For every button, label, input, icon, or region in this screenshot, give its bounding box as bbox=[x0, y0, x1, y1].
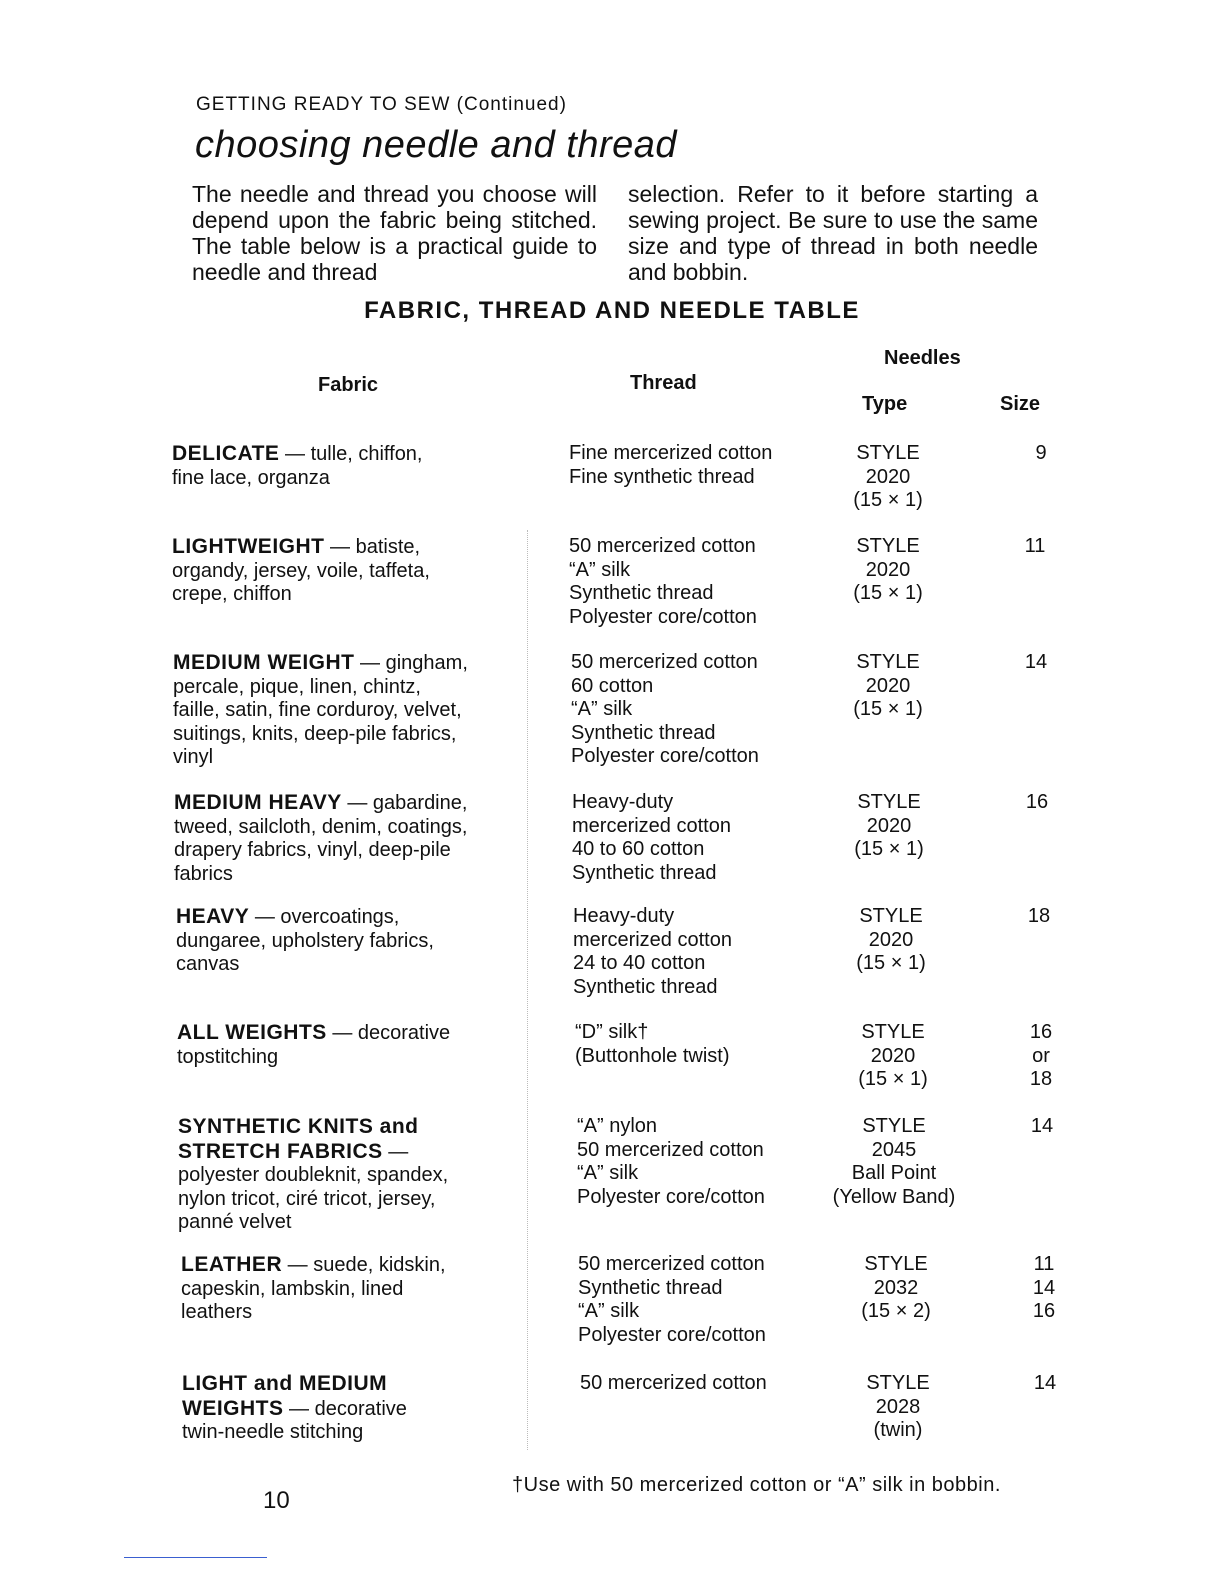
fabric-cell bbox=[172, 535, 517, 607]
fabric-description: — batiste, bbox=[324, 536, 421, 558]
needle-type-line: STYLE bbox=[861, 1021, 925, 1043]
thread-line: Polyester core/cotton bbox=[577, 1185, 765, 1208]
fabric-description: — gabardine, bbox=[341, 792, 468, 814]
thread-line: Synthetic thread bbox=[569, 582, 714, 604]
fabric-line bbox=[181, 1301, 526, 1325]
needle-type-line: (15 × 2) bbox=[861, 1300, 931, 1322]
needle-type-line: 2020 bbox=[868, 928, 914, 951]
fabric-description: — decorative bbox=[283, 1397, 407, 1420]
needle-type-line: (Yellow Band) bbox=[832, 1185, 956, 1208]
fabric-cell bbox=[182, 1372, 527, 1445]
thread-line: (Buttonhole twist) bbox=[575, 1044, 730, 1067]
needle-size-cell bbox=[1016, 651, 1056, 675]
needle-size-cell bbox=[1025, 1372, 1065, 1396]
thread-cell bbox=[580, 1372, 830, 1396]
page-title: choosing needle and thread bbox=[195, 124, 678, 166]
needle-type-line: STYLE bbox=[862, 1115, 926, 1137]
fabric-description: tweed, sailcloth, denim, coatings, bbox=[174, 815, 468, 838]
thread-line: “D” silk† bbox=[575, 1021, 649, 1043]
fabric-cell bbox=[176, 905, 521, 977]
thread-cell bbox=[573, 905, 823, 999]
fabric-description: fabrics bbox=[174, 862, 233, 885]
needle-type-cell bbox=[808, 535, 968, 606]
thread-line: 50 mercerized cotton bbox=[580, 1372, 767, 1394]
fabric-description: panné velvet bbox=[178, 1211, 292, 1233]
fabric-line bbox=[173, 746, 518, 770]
needle-type-cell bbox=[808, 442, 968, 513]
fabric-line bbox=[178, 1211, 523, 1235]
footnote: †Use with 50 mercerized cotton or “A” silk in bobbin. bbox=[512, 1474, 1001, 1496]
running-head: GETTING READY TO SEW (Continued) bbox=[196, 94, 567, 115]
needle-size-cell bbox=[1021, 1021, 1061, 1092]
thread-cell bbox=[572, 791, 822, 885]
needle-size-cell bbox=[1021, 442, 1061, 466]
fabric-line bbox=[174, 816, 519, 840]
thread-line: 50 mercerized cotton bbox=[577, 1138, 764, 1161]
fabric-description: leathers bbox=[181, 1301, 253, 1323]
fabric-line bbox=[172, 583, 517, 607]
header-needles: Needles bbox=[884, 347, 961, 369]
thread-cell bbox=[577, 1115, 827, 1209]
thread-cell bbox=[575, 1021, 825, 1068]
fabric-line bbox=[177, 1021, 522, 1046]
fabric-cell bbox=[173, 651, 518, 770]
needle-size-line: 9 bbox=[1035, 442, 1047, 464]
fabric-line bbox=[182, 1397, 527, 1422]
fabric-description: capeskin, lambskin, lined bbox=[181, 1277, 404, 1300]
fabric-category: WEIGHTS bbox=[182, 1396, 284, 1420]
needle-type-line: 2020 bbox=[865, 674, 911, 697]
thread-cell bbox=[569, 535, 819, 629]
header-thread: Thread bbox=[630, 372, 697, 394]
fabric-line bbox=[173, 676, 518, 700]
needle-type-line: STYLE bbox=[866, 1372, 930, 1394]
thread-line: Heavy-duty bbox=[572, 791, 674, 813]
needle-type-line: STYLE bbox=[864, 1253, 928, 1275]
fabric-line bbox=[177, 1046, 522, 1070]
thread-line: Synthetic thread bbox=[573, 975, 718, 998]
fabric-line bbox=[173, 651, 518, 676]
needle-type-cell bbox=[808, 651, 968, 722]
fabric-description: — gingham, bbox=[354, 652, 468, 674]
fabric-line bbox=[182, 1421, 527, 1445]
needle-type-line: (15 × 1) bbox=[853, 489, 923, 511]
fabric-description: — bbox=[382, 1140, 409, 1163]
needle-type-line: STYLE bbox=[857, 791, 921, 813]
fabric-line bbox=[172, 467, 517, 491]
thread-line: “A” silk bbox=[578, 1300, 640, 1322]
fabric-line bbox=[178, 1115, 523, 1140]
needle-size-cell bbox=[1019, 905, 1059, 929]
fabric-description: percale, pique, linen, chintz, bbox=[173, 675, 421, 698]
needle-type-cell bbox=[811, 905, 971, 976]
fabric-line bbox=[174, 791, 519, 816]
fabric-description: — tulle, chiffon, bbox=[279, 443, 423, 465]
needle-size-line: 11 bbox=[1033, 1253, 1055, 1275]
needle-type-line: STYLE bbox=[859, 905, 923, 927]
fabric-description: dungaree, upholstery fabrics, bbox=[176, 929, 434, 952]
needle-size-cell bbox=[1024, 1253, 1064, 1324]
thread-line: Polyester core/cotton bbox=[571, 745, 759, 767]
needle-type-line: STYLE bbox=[856, 535, 920, 557]
needle-type-line: 2020 bbox=[865, 465, 911, 488]
fabric-description: — overcoatings, bbox=[249, 906, 400, 928]
header-needle-size: Size bbox=[1000, 393, 1041, 415]
thread-line: Polyester core/cotton bbox=[569, 605, 757, 628]
fabric-line bbox=[176, 930, 521, 954]
thread-cell bbox=[571, 651, 821, 769]
needle-type-cell bbox=[816, 1253, 976, 1324]
needle-size-line: or bbox=[1032, 1044, 1050, 1067]
needle-type-line: 2020 bbox=[865, 558, 911, 581]
needle-type-line: (twin) bbox=[873, 1419, 923, 1441]
fabric-description: polyester doubleknit, spandex, bbox=[178, 1164, 449, 1186]
fabric-description: faille, satin, fine corduroy, velvet, bbox=[173, 699, 462, 721]
fabric-line bbox=[178, 1188, 523, 1212]
needle-type-cell bbox=[813, 1021, 973, 1092]
needle-size-line: 18 bbox=[1027, 905, 1051, 927]
header-needle-type: Type bbox=[862, 393, 908, 415]
fabric-line bbox=[181, 1278, 526, 1302]
fabric-cell bbox=[181, 1253, 526, 1325]
intro-left-column: The needle and thread you choose will depend upon the fabric being stitched. The table below is a practical guide to needle and thread bbox=[192, 181, 597, 285]
needle-type-line: (15 × 1) bbox=[853, 582, 923, 604]
thread-line: “A” silk bbox=[571, 698, 633, 720]
needle-type-cell bbox=[814, 1115, 974, 1209]
needle-size-line: 16 bbox=[1025, 791, 1049, 813]
fabric-category: DELICATE bbox=[172, 442, 280, 465]
needle-type-line: (15 × 1) bbox=[858, 1068, 928, 1090]
needle-size-line: 14 bbox=[1033, 1372, 1057, 1394]
fabric-description: suitings, knits, deep-pile fabrics, bbox=[173, 722, 457, 745]
fabric-description: organdy, jersey, voile, taffeta, bbox=[172, 559, 430, 582]
needle-type-line: Ball Point bbox=[851, 1162, 937, 1184]
needle-size-line: 14 bbox=[1024, 651, 1048, 673]
fabric-category: SYNTHETIC KNITS and bbox=[178, 1115, 419, 1138]
thread-cell bbox=[578, 1253, 828, 1347]
thread-line: mercerized cotton bbox=[572, 814, 731, 837]
fabric-category: ALL WEIGHTS bbox=[177, 1021, 327, 1044]
needle-type-line: STYLE bbox=[856, 651, 920, 673]
fabric-line bbox=[178, 1164, 523, 1188]
thread-cell bbox=[569, 442, 819, 489]
thread-line: 50 mercerized cotton bbox=[569, 535, 756, 557]
needle-size-line: 14 bbox=[1032, 1276, 1056, 1299]
thread-line: mercerized cotton bbox=[573, 928, 732, 951]
thread-line: “A” silk bbox=[569, 558, 631, 581]
fabric-category: LIGHT and MEDIUM bbox=[182, 1372, 388, 1395]
fabric-line bbox=[172, 560, 517, 584]
fabric-description: canvas bbox=[176, 953, 240, 975]
table-title: FABRIC, THREAD AND NEEDLE TABLE bbox=[364, 297, 860, 324]
fabric-description: topstitching bbox=[177, 1045, 279, 1068]
thread-line: 50 mercerized cotton bbox=[578, 1253, 765, 1275]
thread-line: Synthetic thread bbox=[572, 861, 717, 884]
fabric-cell bbox=[178, 1115, 523, 1235]
fabric-line bbox=[173, 723, 518, 747]
fabric-description: crepe, chiffon bbox=[172, 583, 292, 605]
fabric-description: drapery fabrics, vinyl, deep-pile bbox=[174, 839, 451, 861]
needle-type-line: 2045 bbox=[871, 1138, 917, 1161]
needle-size-cell bbox=[1017, 791, 1057, 815]
page-number: 10 bbox=[263, 1487, 290, 1514]
thread-line: Heavy-duty bbox=[573, 905, 675, 927]
needle-type-line: 2032 bbox=[873, 1276, 919, 1299]
thread-line: 50 mercerized cotton bbox=[571, 651, 758, 673]
fabric-category: HEAVY bbox=[176, 905, 250, 928]
needle-size-line: 16 bbox=[1032, 1300, 1056, 1322]
fabric-cell bbox=[172, 442, 517, 490]
thread-line: Polyester core/cotton bbox=[578, 1323, 766, 1346]
needle-type-line: 2020 bbox=[870, 1044, 916, 1067]
fabric-description: — suede, kidskin, bbox=[282, 1254, 446, 1276]
fabric-line bbox=[176, 905, 521, 930]
thread-line: Synthetic thread bbox=[578, 1276, 723, 1299]
needle-type-cell bbox=[809, 791, 969, 862]
needle-size-line: 14 bbox=[1030, 1115, 1054, 1137]
needle-type-line: (15 × 1) bbox=[856, 952, 926, 974]
header-fabric: Fabric bbox=[318, 374, 379, 396]
thread-line: Fine synthetic thread bbox=[569, 465, 755, 488]
fabric-line bbox=[181, 1253, 526, 1278]
fabric-line bbox=[174, 839, 519, 863]
needle-type-line: (15 × 1) bbox=[854, 838, 924, 860]
fabric-description: vinyl bbox=[173, 746, 214, 768]
fabric-description: twin-needle stitching bbox=[182, 1421, 364, 1443]
intro-right-column: selection. Refer to it before starting a sewing project. Be sure to use the same size and type of thread in both needle and bobbin. bbox=[628, 181, 1038, 285]
thread-line: Synthetic thread bbox=[571, 721, 716, 744]
fabric-line bbox=[174, 863, 519, 887]
needle-type-line: (15 × 1) bbox=[853, 698, 923, 720]
fabric-line bbox=[173, 699, 518, 723]
needle-size-line: 11 bbox=[1024, 535, 1046, 557]
fabric-line bbox=[178, 1140, 523, 1165]
needle-type-line: 2020 bbox=[866, 814, 912, 837]
fabric-category: MEDIUM HEAVY bbox=[174, 791, 342, 814]
needle-type-cell bbox=[818, 1372, 978, 1443]
needle-size-line: 16 bbox=[1029, 1021, 1053, 1043]
fabric-description: nylon tricot, ciré tricot, jersey, bbox=[178, 1187, 436, 1210]
needle-size-cell bbox=[1022, 1115, 1062, 1139]
needle-size-line: 18 bbox=[1029, 1068, 1053, 1090]
thread-line: “A” nylon bbox=[577, 1115, 658, 1137]
fabric-category: LEATHER bbox=[181, 1253, 283, 1276]
fabric-description: fine lace, organza bbox=[172, 466, 330, 489]
thread-line: 40 to 60 cotton bbox=[572, 838, 705, 860]
thread-line: 24 to 40 cotton bbox=[573, 952, 706, 974]
needle-type-line: 2028 bbox=[875, 1395, 921, 1418]
needle-type-line: STYLE bbox=[856, 442, 920, 464]
thread-line: “A” silk bbox=[577, 1162, 639, 1184]
fabric-category: MEDIUM WEIGHT bbox=[173, 651, 355, 674]
fabric-line bbox=[182, 1372, 527, 1397]
scan-edge-line bbox=[124, 1557, 267, 1558]
thread-line: 60 cotton bbox=[571, 674, 654, 697]
fabric-category: STRETCH FABRICS bbox=[178, 1139, 383, 1163]
fabric-cell bbox=[174, 791, 519, 886]
fabric-line bbox=[176, 953, 521, 977]
fabric-line bbox=[172, 442, 517, 467]
thread-line: Fine mercerized cotton bbox=[569, 442, 773, 464]
fabric-description: — decorative bbox=[326, 1022, 451, 1044]
fabric-cell bbox=[177, 1021, 522, 1069]
fabric-line bbox=[172, 535, 517, 560]
needle-size-cell bbox=[1015, 535, 1055, 559]
column-divider bbox=[527, 530, 528, 1450]
fabric-category: LIGHTWEIGHT bbox=[172, 535, 325, 558]
